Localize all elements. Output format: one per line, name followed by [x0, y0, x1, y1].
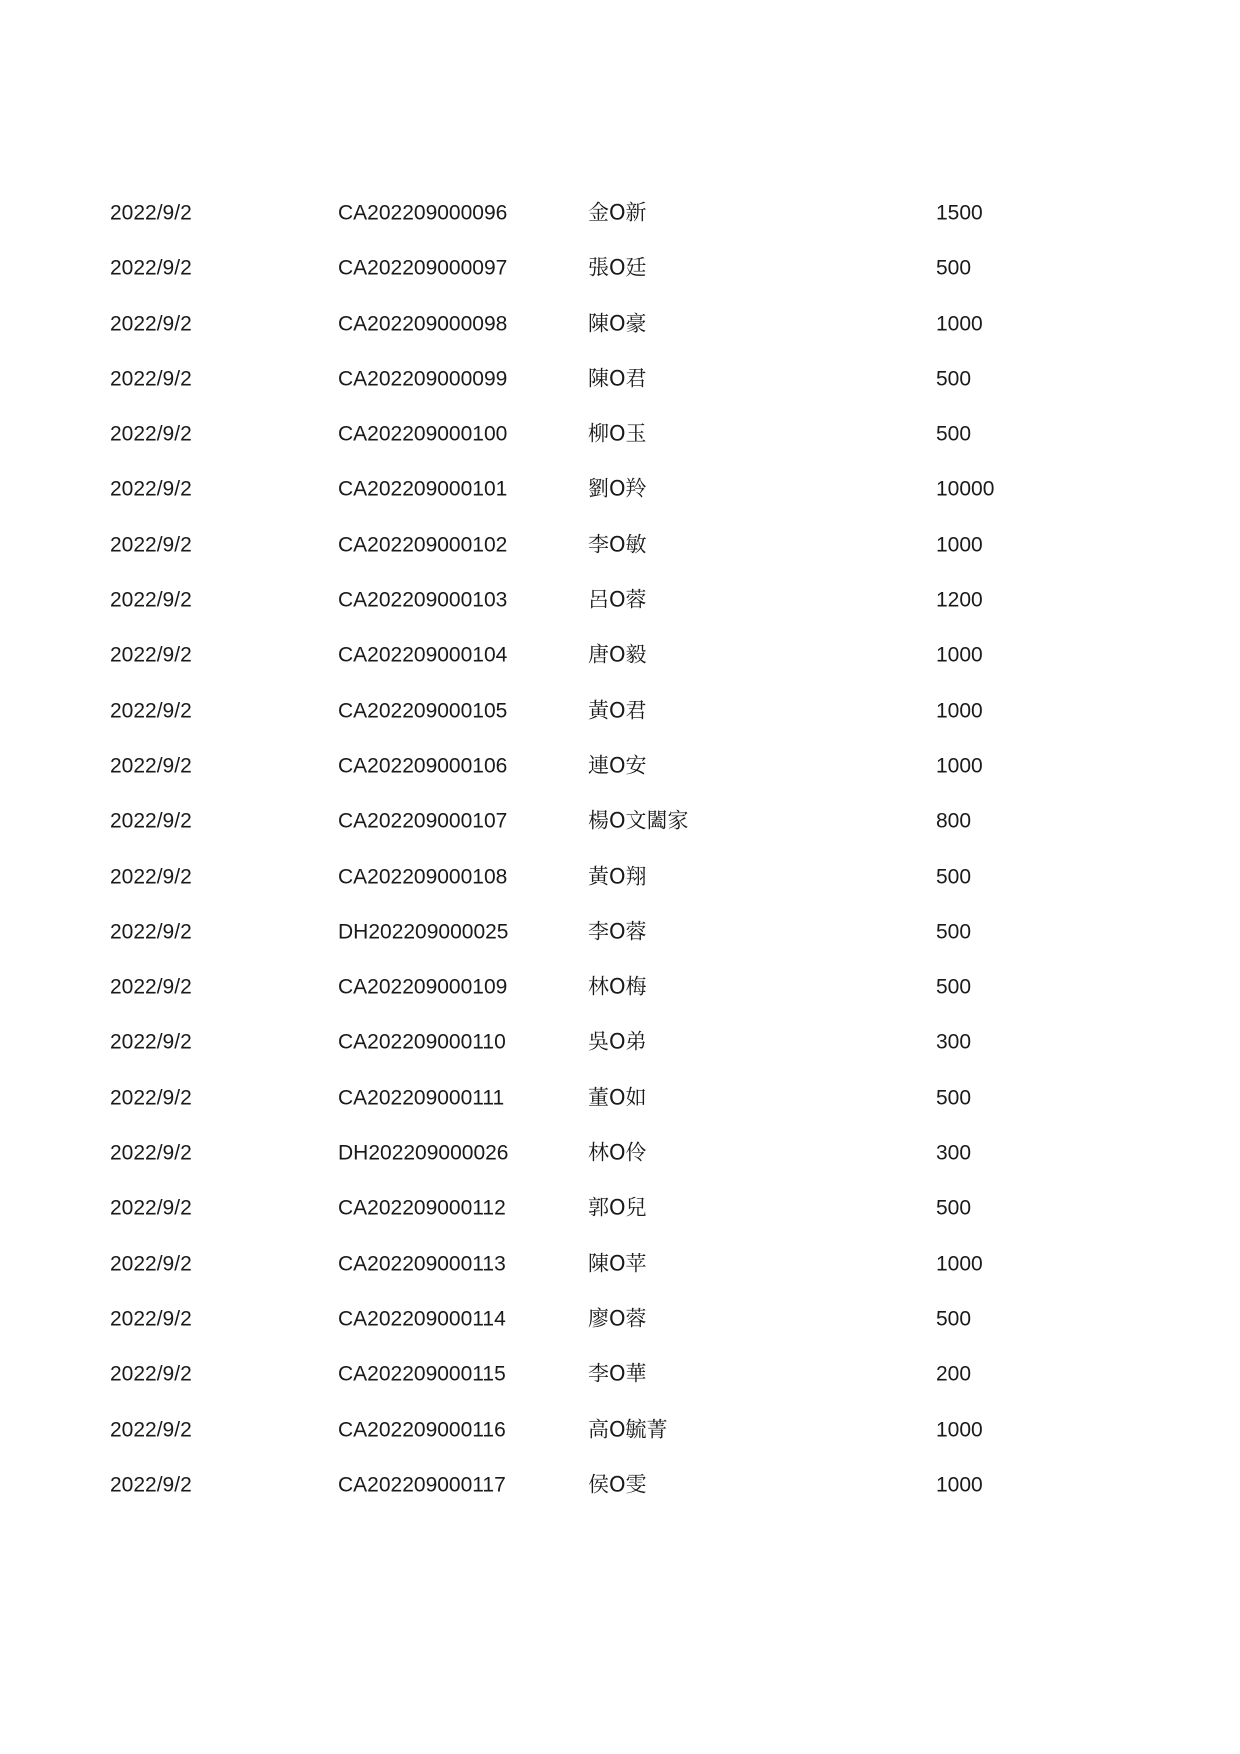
record-amount: 1000 [936, 643, 983, 667]
record-date: 2022/9/2 [110, 422, 192, 446]
record-donor-name: 侯O雯 [588, 1472, 647, 1497]
record-receipt-number: CA202209000098 [338, 312, 508, 336]
record-donor-name: 郭O兒 [588, 1195, 647, 1220]
record-receipt-number: CA202209000103 [338, 588, 508, 612]
record-date: 2022/9/2 [110, 312, 192, 336]
record-receipt-number: CA202209000105 [338, 699, 508, 723]
record-receipt-number: CA202209000115 [338, 1362, 506, 1386]
record-amount: 500 [936, 865, 972, 889]
record-date: 2022/9/2 [110, 865, 192, 889]
record-date: 2022/9/2 [110, 1418, 192, 1442]
record-receipt-number: CA202209000097 [338, 256, 508, 280]
record-amount: 200 [936, 1362, 972, 1386]
record-date: 2022/9/2 [110, 533, 192, 557]
record-date: 2022/9/2 [110, 367, 192, 391]
record-donor-name: 柳O玉 [588, 421, 647, 446]
record-donor-name: 金O新 [588, 200, 647, 225]
record-receipt-number: CA202209000116 [338, 1418, 506, 1442]
record-date: 2022/9/2 [110, 1473, 192, 1497]
record-date: 2022/9/2 [110, 588, 192, 612]
record-amount: 1000 [936, 1252, 983, 1276]
record-receipt-number: CA202209000114 [338, 1307, 506, 1331]
record-donor-name: 高O毓菁 [588, 1417, 668, 1442]
record-amount: 1500 [936, 201, 983, 225]
record-date: 2022/9/2 [110, 975, 192, 999]
record-donor-name: 吳O弟 [588, 1029, 647, 1054]
record-receipt-number: CA202209000107 [338, 809, 508, 833]
record-date: 2022/9/2 [110, 1086, 192, 1110]
record-amount: 500 [936, 422, 972, 446]
record-donor-name: 劉O羚 [588, 476, 647, 501]
record-amount: 1000 [936, 1473, 983, 1497]
record-amount: 800 [936, 809, 972, 833]
record-donor-name: 林O伶 [588, 1140, 647, 1165]
record-date: 2022/9/2 [110, 1141, 192, 1165]
record-receipt-number: CA202209000110 [338, 1030, 506, 1054]
record-donor-name: 楊O文闔家 [588, 808, 689, 833]
record-donor-name: 連O安 [588, 753, 647, 778]
record-receipt-number: CA202209000112 [338, 1196, 506, 1220]
record-donor-name: 陳O豪 [588, 311, 647, 336]
record-date: 2022/9/2 [110, 1196, 192, 1220]
record-donor-name: 廖O蓉 [588, 1306, 647, 1331]
record-amount: 1000 [936, 1418, 983, 1442]
record-receipt-number: CA202209000096 [338, 201, 508, 225]
record-amount: 1000 [936, 312, 983, 336]
record-receipt-number: DH202209000026 [338, 1141, 509, 1165]
record-amount: 300 [936, 1030, 972, 1054]
record-date: 2022/9/2 [110, 643, 192, 667]
record-amount: 500 [936, 1307, 972, 1331]
record-amount: 10000 [936, 477, 995, 501]
record-donor-name: 黃O君 [588, 698, 647, 723]
record-amount: 500 [936, 1196, 972, 1220]
record-amount: 500 [936, 367, 972, 391]
record-receipt-number: CA202209000100 [338, 422, 508, 446]
record-donor-name: 唐O毅 [588, 642, 647, 667]
record-receipt-number: DH202209000025 [338, 920, 509, 944]
record-date: 2022/9/2 [110, 1362, 192, 1386]
donation-record-list [0, 200, 1240, 1540]
record-amount: 1000 [936, 533, 983, 557]
record-row [0, 1472, 1240, 1540]
record-receipt-number: CA202209000109 [338, 975, 508, 999]
record-amount: 1000 [936, 754, 983, 778]
record-receipt-number: CA202209000108 [338, 865, 508, 889]
record-amount: 1200 [936, 588, 983, 612]
record-amount: 500 [936, 920, 972, 944]
record-amount: 1000 [936, 699, 983, 723]
record-amount: 500 [936, 1086, 972, 1110]
record-date: 2022/9/2 [110, 920, 192, 944]
record-date: 2022/9/2 [110, 256, 192, 280]
record-donor-name: 李O華 [588, 1361, 647, 1386]
record-receipt-number: CA202209000101 [338, 477, 508, 501]
record-receipt-number: CA202209000102 [338, 533, 508, 557]
record-receipt-number: CA202209000113 [338, 1252, 506, 1276]
record-amount: 300 [936, 1141, 972, 1165]
record-date: 2022/9/2 [110, 1252, 192, 1276]
record-donor-name: 黃O翔 [588, 864, 647, 889]
record-date: 2022/9/2 [110, 809, 192, 833]
record-amount: 500 [936, 256, 972, 280]
record-donor-name: 李O蓉 [588, 919, 647, 944]
record-donor-name: 呂O蓉 [588, 587, 647, 612]
record-donor-name: 董O如 [588, 1085, 647, 1110]
record-donor-name: 李O敏 [588, 532, 647, 557]
record-receipt-number: CA202209000111 [338, 1086, 505, 1110]
record-receipt-number: CA202209000106 [338, 754, 508, 778]
record-date: 2022/9/2 [110, 1307, 192, 1331]
record-receipt-number: CA202209000104 [338, 643, 508, 667]
record-receipt-number: CA202209000117 [338, 1473, 506, 1497]
record-date: 2022/9/2 [110, 201, 192, 225]
record-donor-name: 林O梅 [588, 974, 647, 999]
record-donor-name: 張O廷 [588, 255, 647, 280]
record-date: 2022/9/2 [110, 699, 192, 723]
record-donor-name: 陳O苹 [588, 1251, 647, 1276]
record-donor-name: 陳O君 [588, 366, 647, 391]
record-amount: 500 [936, 975, 972, 999]
record-date: 2022/9/2 [110, 1030, 192, 1054]
record-date: 2022/9/2 [110, 477, 192, 501]
record-receipt-number: CA202209000099 [338, 367, 508, 391]
record-date: 2022/9/2 [110, 754, 192, 778]
